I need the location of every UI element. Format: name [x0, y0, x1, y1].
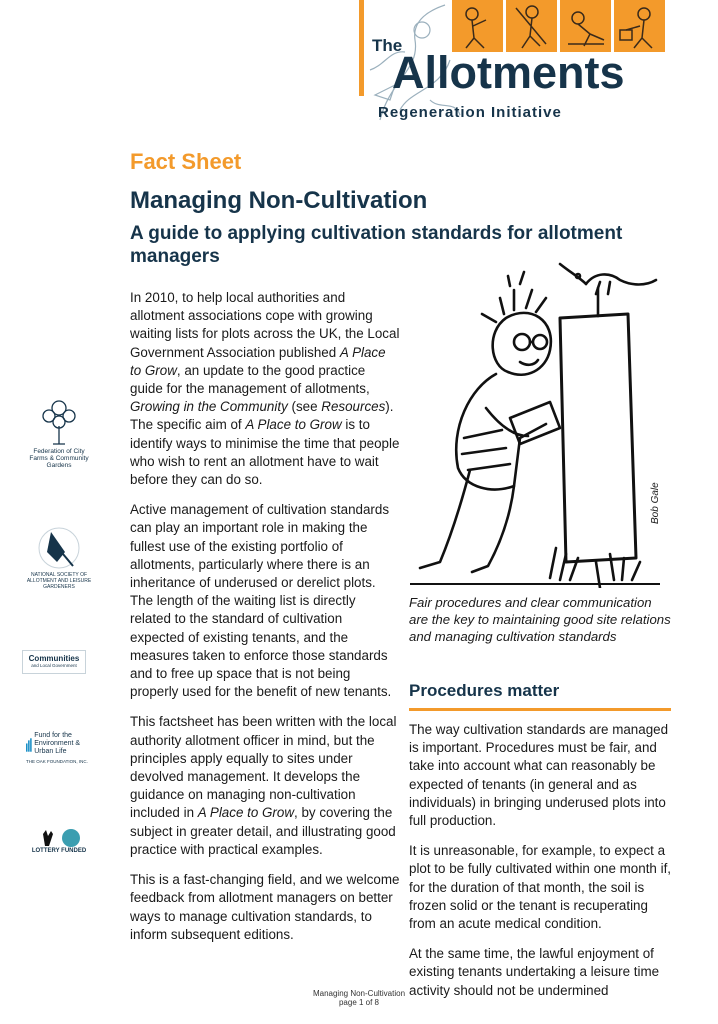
- section-heading: Procedures matter: [409, 681, 560, 700]
- fund-logo-subtext: THE OAK FOUNDATION, INC.: [26, 759, 88, 764]
- spade-icon: [37, 526, 81, 570]
- procedures-paragraph: It is unreasonable, for example, to expect a plot to be fully cultivated within one month if, for the duration of that month, the soil is frozen solid or the tenant is recuperating from an acute medical condition.: [409, 843, 672, 932]
- page-footer: [0, 989, 718, 1007]
- header-photo-tiles: [452, 0, 668, 52]
- footer-title: Managing Non-Cultivation: [312, 989, 406, 998]
- intro-paragraph: [130, 289, 400, 489]
- text-run: In 2010, to help local authorities and allotment associations cope with growing waiting lists for plots across the UK, the Local Government Association published: [130, 290, 400, 360]
- text-run: This is a fast-changing field, and we welcome feedback from allotment managers on better ways to manage cultivation standards, to inform subsequent editions.: [130, 872, 400, 942]
- footer-page-number: page 1 of 8: [338, 998, 380, 1007]
- text-run: , an update to the good practice guide for the management of allotments,: [130, 362, 370, 397]
- italic-title-run: A Place to Grow: [197, 805, 295, 821]
- text-run: Active management of cultivation standards can play an important role in making the fullest use of the existing portfolio of allotments, particularly where there is an inheritance of underused or derelict plots. The length of the waiting list is directly related to the standard of cultivation expected of existing tenants, and the measures taken to enforce those standards and to free up space that is not being properly used for the benefit of new tenants.: [130, 502, 392, 700]
- fund-logo-text: Fund for the Environment & Urban Life: [34, 732, 81, 755]
- page-title: Managing Non-Cultivation: [130, 187, 428, 214]
- italic-title-run: A Place to Grow: [245, 417, 342, 433]
- logo-title: Allotments: [392, 47, 625, 98]
- fund-logo: [26, 732, 96, 765]
- heritage-circle-icon: [61, 828, 81, 848]
- federation-logo-text: Federation of City Farms & Community Gardens: [29, 448, 89, 469]
- communities-logo-text: Communities: [28, 654, 80, 663]
- text-run: This factsheet has been written with the local authority allotment officer in mind, but the principles apply equally to sites under devolved management. It develops the guidance on managing non-cultivation included in: [130, 714, 397, 821]
- intro-paragraph: [130, 501, 400, 701]
- intro-paragraph: [130, 871, 400, 944]
- illustration-caption: Fair procedures and clear communication are the key to maintaining good site relations and managing cultivation standards: [409, 595, 671, 644]
- communities-logo: [22, 650, 86, 674]
- procedures-paragraph: The way cultivation standards are managed is important. Procedures must be fair, and take into account what can reasonably be expected of tenants (in general and as individuals) in bringing underused plots into full production.: [409, 722, 669, 829]
- italic-title-run: A Place to Grow: [130, 344, 386, 378]
- federation-logo: [24, 396, 94, 469]
- lottery-logo: [24, 828, 94, 855]
- intro-text-column: [130, 289, 400, 956]
- lottery-logo-text: LOTTERY FUNDED: [31, 848, 87, 854]
- procedures-paragraph: At the same time, the lawful enjoyment of existing tenants undertaking a leisure time activity should not be undermined: [409, 946, 660, 998]
- tree-icon: [37, 396, 81, 446]
- italic-title-run: Growing in the Community: [130, 399, 288, 415]
- procedures-text-column: [409, 721, 671, 1012]
- tile-digging-illustration: [506, 0, 557, 52]
- section-rule: [409, 708, 671, 711]
- communities-logo-subtext: and Local Government: [31, 663, 77, 668]
- intro-paragraph: [130, 713, 400, 859]
- nsalg-logo-text: NATIONAL SOCIETY OF ALLOTMENT AND LEISURE GARDENERS: [26, 572, 92, 590]
- cartoon-illustration: [410, 258, 660, 588]
- tile-gardener-illustration: [452, 0, 503, 52]
- illustration-credit: Bob Gale: [650, 482, 661, 524]
- city-bars-icon: [26, 732, 32, 758]
- nsalg-logo: [24, 526, 94, 590]
- text-run: ). The specific aim of: [130, 399, 394, 433]
- lottery-crossed-fingers-icon: [37, 828, 57, 848]
- text-run: , by covering the subject in greater detail, and illustrating good practice with practical examples.: [130, 805, 396, 857]
- page-subtitle: A guide to applying cultivation standards for allotment managers: [130, 223, 623, 267]
- tile-planting-illustration: [560, 0, 611, 52]
- tile-harvest-illustration: [614, 0, 665, 52]
- italic-title-run: Resources: [321, 399, 386, 415]
- text-run: is to identify ways to minimise the time that people who wish to rent an allotment have to wait before they can do so.: [130, 417, 400, 488]
- text-run: (see: [287, 399, 322, 415]
- fact-sheet-label: Fact Sheet: [130, 149, 242, 174]
- logo-subtitle: Regeneration Initiative: [378, 104, 562, 121]
- logo-the: The: [372, 36, 403, 55]
